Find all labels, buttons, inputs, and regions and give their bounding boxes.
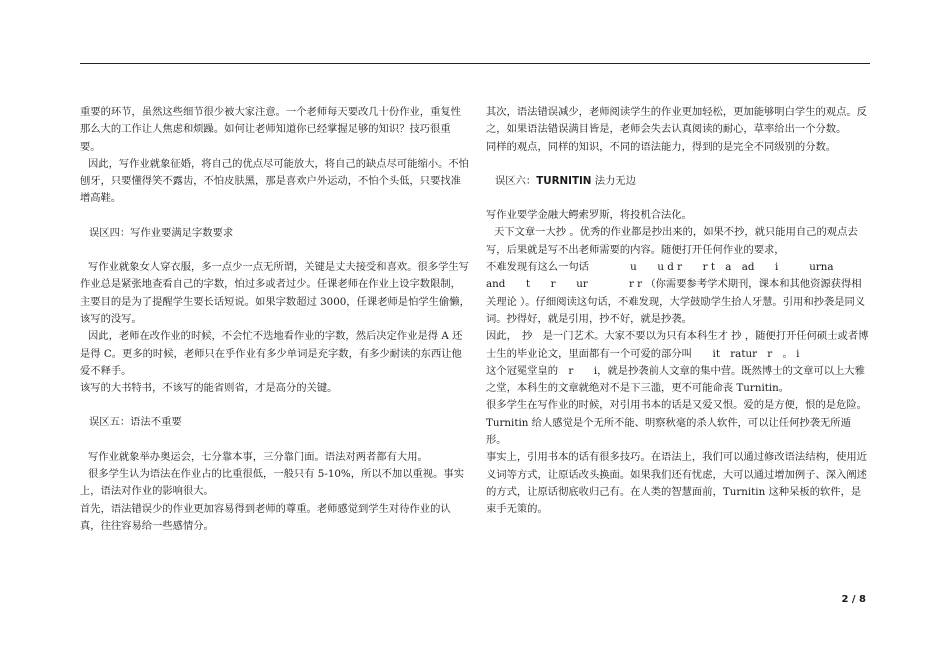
paragraph: 事实上，引用书本的话有很多技巧。在语法上，我们可以通过修改语法结构，使用近义词等方式，让原话改头换面。如果我们还有忧虑，大可以通过增加例子、深入阐述的方式，让原话彻底收归己有。在人类的智慧面前，Turnitin 这种呆板的软件，是束手无策的。 [486, 451, 867, 516]
paragraph: 很多学生在写作业的时候，对引用书本的话是又爱又恨。爱的是方便，恨的是危险。Turnitin 给人感觉是个无所不能、明察秋毫的杀人软件，可以让任何抄袭无所遁形。 [486, 399, 867, 447]
left-column [80, 104, 470, 535]
paragraph: 首先，语法错误少的作业更加容易得到老师的尊重。老师感觉到学生对待作业的认真，往往容易给一些感情分。 [80, 502, 451, 532]
paragraph: 重要的环节，虽然这些细节很少被大家注意。一个老师每天要改几十份作业，重复性那么大的工作让人焦虑和烦躁。如何让老师知道你已经掌握足够的知识？技巧很重要。 [80, 106, 461, 153]
paragraph: 写作业就象举办奥运会，七分靠本事，三分靠门面。语法对两者都有大用。 [88, 450, 428, 463]
paragraph: 因此，老师在改作业的时候，不会忙不迭地看作业的字数，然后决定作业是得 A 还是得 C。更多的时候，老师只在乎作业有多少单词是充字数，有多少耐读的东西让他爱不释手。 [80, 330, 463, 377]
paragraph: 写作业就象女人穿衣服，多一点少一点无所谓，关键是丈夫接受和喜欢。很多学生写作业总是紧张地查看自己的字数，怕过多或者过少。任课老师在作业上设字数限制，主要目的是为了提醒学生要长话短说。如果字数超过 3000，任课老师是怕学生偷懒，该写的没写。 [80, 261, 470, 325]
paragraph: 不难发现有这么一句话 u u d r r t a ad i urna [486, 261, 834, 274]
right-column [486, 104, 870, 519]
paragraph: 写作业要学金融大鳄索罗斯，将投机合法化。 [486, 209, 692, 222]
paragraph: 这个冠冕堂皇的 r i，就是抄袭前人文章的集中营。既然博士的文章可以上大雅之堂，本科生的文章就绝对不是下三滥，更不可能命丧 Turnitin。 [486, 364, 865, 395]
paragraph: 很多学生认为语法在作业占的比重很低，一般只有 5-10%，所以不加以重视。事实上，语法对作业的影响很大。 [80, 468, 464, 498]
page-number: 2 / 8 [841, 594, 866, 605]
section-heading-5: 误区五：语法不重要 [89, 416, 182, 429]
paragraph: 天下文章一大抄 。优秀的作业都是抄出来的，如果不抄，就只能用自己的观点去写，后果就是写不出老师需要的内容。随便打开任何作业的要求， [486, 226, 858, 256]
paragraph: 因此，写作业就象征婚，将自己的优点尽可能放大，将自己的缺点尽可能缩小。不怕刨牙，只要懂得笑不露齿，不怕皮肤黑，那是喜欢户外运动，不怕个头低，只要找准增高鞋。 [80, 157, 469, 205]
paragraph: and t r ur r r （你需要参考学术期刊，课本和其他资源获得相关理论 ）。仔细阅读这句话，不难发现，大学鼓励学生拾人牙慧。引用和抄袭是同义词。抄得好，就是引用，抄不好，就是抄袭。 [486, 278, 866, 325]
header-rule [80, 63, 870, 64]
paragraph: 该写的大书特书，不该写的能省则省，才是高分的关键。 [80, 382, 338, 395]
section-heading-6: 误区六：TURNITIN 法力无边 [495, 174, 636, 187]
section-heading-4: 误区四：写作业要满足字数要求 [89, 226, 234, 239]
paragraph: 因此， 抄 是一门艺术。大家不要以为只有本科生才 抄 ，随便打开任何硕士或者博士生的毕业论文，里面都有一个可爱的部分叫 it ratur r 。 i [486, 330, 869, 360]
paragraph: 同样的观点，同样的知识，不同的语法能力，得到的是完全不同级别的分数。 [486, 140, 837, 153]
paragraph: 其次，语法错误减少，老师阅读学生的作业更加轻松，更加能够明白学生的观点。反之，如果语法错误满目皆是，老师会失去认真阅读的耐心，草率给出一个分数。 [486, 106, 867, 136]
